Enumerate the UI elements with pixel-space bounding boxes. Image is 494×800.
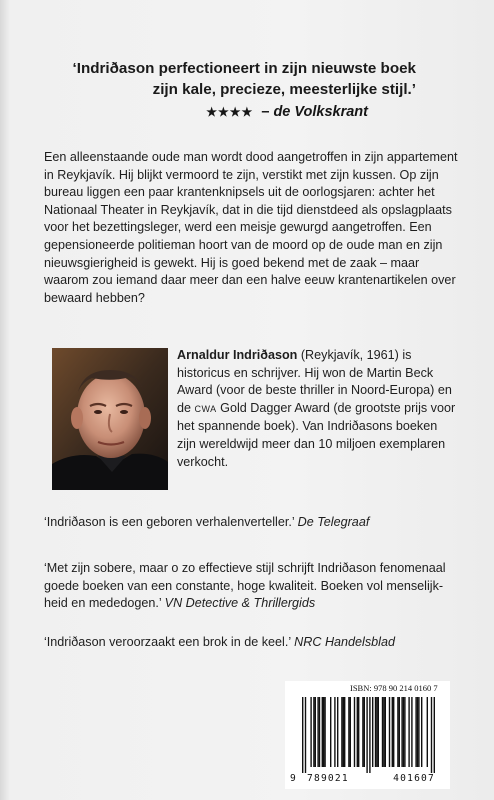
barcode-bar [392,697,393,767]
barcode-bar [382,697,383,767]
cwa-abbreviation: CWA [194,403,217,414]
review-source: VN Detective & Thrillergids [164,596,316,611]
featured-quote [73,58,416,100]
review-source: NRC Handelsblad [294,635,395,649]
isbn-label: ISBN: 978 90 214 0160 7 [350,683,438,693]
barcode-bar [341,697,342,767]
barcode-bar [369,697,370,773]
featured-quote-line1: ‘Indriðason perfectioneert in zijn nieuwste boek [72,60,416,77]
barcode-bar [315,697,316,767]
barcode-bar [358,697,359,767]
barcode-bar [421,697,422,767]
barcode-bar [322,697,323,767]
barcode-bar [375,697,376,767]
barcode-bar [383,697,384,767]
author-name: Arnaldur Indriðason [177,348,298,362]
barcode-bar [403,697,404,767]
ean-first-digit: 9 [290,773,296,784]
ean-group-left: 789021 [307,773,349,784]
barcode-bar [431,697,432,773]
review-nrc [44,634,464,652]
barcode-bar [362,697,363,767]
barcode-bar [319,697,320,767]
featured-quote-line2: zijn kale, precieze, meesterlijke stijl.’ [152,81,416,98]
barcode-bar [418,697,419,767]
barcode-bar [389,697,390,767]
ean-group-right: 401607 [393,773,435,784]
barcode-bar [364,697,365,767]
barcode-bar [427,697,428,767]
barcode-bar [434,697,435,773]
featured-quote-source-name: de Volkskrant [273,104,368,120]
barcode-bar [376,697,377,767]
barcode-bar [324,697,325,767]
barcode-bar [337,697,338,767]
review-text: ‘Indriðason is een geboren verhalenverteller.’ [44,515,298,529]
ean-digits [307,773,435,784]
barcode-bar [415,697,416,767]
quote-dash: – [261,104,270,120]
review-source: De Telegraaf [297,515,370,529]
review-text: ‘Met zijn sobere, maar o zo effectieve stijl schrijft Indriðason fenomenaal goede boeken van een constante, hoge kwaliteit. Boeken vol menselijk-heid en mededogen.’ [44,561,446,611]
author-bio-text [177,347,457,471]
barcode [300,697,440,773]
barcode-bar [310,697,311,767]
barcode-bar [404,697,405,767]
synopsis-text: Een alleenstaande oude man wordt dood aangetroffen in zijn appartement in Reykjavík. Hij blijkt vermoord te zijn, verstikt met zijn kussen. Op zijn bureau liggen een paar krantenknipsels uit de oorlogsjaren: achter het Nationaal Theater in Reykjavík, dat in die tijd dienstdeed als opslagplaats voor het bezettingsleger, werd een meisje gewurgd aangetroffen. Een gepensioneerde politieman hoort van de moord op de oude man en zijn nieuwsgierigheid is gewekt. Hij is goed bekend met de zaak – maar waarom zou iemand daar meer dan een halve eeuw krantenartikelen over bewaard hebben? [44,150,458,305]
barcode-bar [317,697,318,767]
barcode-bar [385,697,386,767]
review-vn-detective [44,560,464,613]
barcode-bar [334,697,335,767]
barcode-bar [366,697,367,773]
barcode-bar [350,697,351,767]
review-text: ‘Indriðason veroorzaakt een brok in de keel.’ [44,635,295,649]
barcode-bar [348,697,349,767]
synopsis [44,149,464,307]
barcode-bar [378,697,379,767]
barcode-bar [393,697,394,767]
barcode-bar [343,697,344,767]
author-photo [52,348,168,490]
author-bio-part2: Gold Dagger Award (de grootste prijs voor het spannende boek). Van Indriðasons boeken zijn wereldwijd meer dan 10 miljoen exemplaren verkocht. [177,400,456,469]
barcode-bar [411,697,412,767]
barcode-bar [305,697,306,773]
barcode-bar [357,697,358,767]
barcode-bar [354,697,355,767]
barcode-bar [330,697,331,767]
featured-quote-source [206,104,368,120]
barcode-bar [399,697,400,767]
barcode-bar [408,697,409,767]
barcode-bar [313,697,314,767]
author-bio [177,347,457,471]
barcode-bar [397,697,398,767]
barcode-bar [323,697,324,767]
review-telegraaf [44,514,464,532]
star-rating: ★★★★ [206,105,254,119]
barcode-bar [302,697,303,773]
barcode-bar [417,697,418,767]
author-bio-part1: (Reykjavík, 1961) is historicus en schrijver. Hij won de Martin Beck Award (voor de beste thriller in Noord-Europa) en de [177,348,452,415]
barcode-bar [372,697,373,767]
barcode-bar [344,697,345,767]
barcode-bar [401,697,402,767]
